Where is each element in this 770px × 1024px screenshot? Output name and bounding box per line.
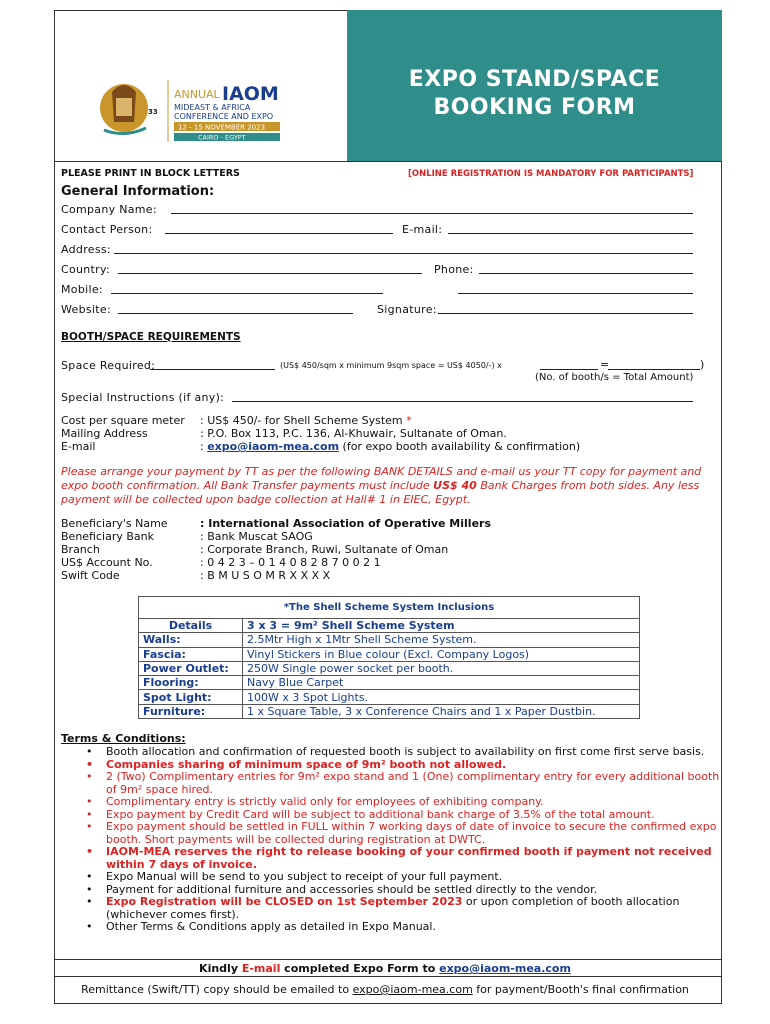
terms-item: • Payment for additional furniture and accessories should be settled directly to the vendor. <box>60 884 720 897</box>
booth-count-field[interactable] <box>540 369 598 370</box>
scheme-item-label: Flooring: <box>139 676 243 690</box>
mobile-field-2[interactable] <box>458 293 693 294</box>
scheme-item-label: Furniture: <box>139 704 243 718</box>
footer-divider <box>54 959 722 960</box>
scheme-item-value: 250W Single power socket per booth. <box>243 661 640 675</box>
terms-item: • Complimentary entry is strictly valid only for employees of exhibiting company. <box>60 796 720 809</box>
payment-note: Please arrange your payment by TT as per the following BANK DETAILS and e-mail us your TT copy for payment and expo booth confirmation. All Bank Transfer payments must include US$ 40 Bank Charges from both sides. Any less payment will be collected upon badge collection at Hall# 1 in EIEC, Egypt. <box>61 465 702 506</box>
scheme-row <box>139 676 640 690</box>
bank-value: : 0 4 2 3 – 0 1 4 0 8 2 8 7 0 0 2 1 <box>200 556 381 569</box>
bank-key: Beneficiary's Name <box>61 517 168 530</box>
cost-value: : US$ 450/- for Shell Scheme System * <box>200 414 412 427</box>
scheme-item-label: Fascia: <box>139 647 243 661</box>
signature-label: Signature: <box>377 303 437 316</box>
space-label: Space Required: <box>61 359 156 372</box>
online-notice: [ONLINE REGISTRATION IS MANDATORY FOR PARTICIPANTS] <box>408 169 694 179</box>
scheme-row <box>139 647 640 661</box>
scheme-item-value: Navy Blue Carpet <box>243 676 640 690</box>
terms-item: • Expo Registration will be CLOSED on 1st September 2023 or upon completion of booth allocation (whichever comes first). <box>60 896 720 921</box>
terms-item: • Companies sharing of minimum space of 9m² booth not allowed. <box>60 759 720 772</box>
scheme-item-value: Vinyl Stickers in Blue colour (Excl. Company Logos) <box>243 647 640 661</box>
bank-value: : International Association of Operative Millers <box>200 517 492 530</box>
logo-city: CAIRO - EGYPT <box>198 133 246 142</box>
shell-scheme-table <box>138 596 640 719</box>
formula-note: (No. of booth/s = Total Amount) <box>535 372 694 383</box>
total-amount-field[interactable] <box>608 369 700 370</box>
company-field[interactable] <box>171 213 693 214</box>
scheme-row <box>139 690 640 704</box>
scheme-item-value: 2.5Mtr High x 1Mtr Shell Scheme System. <box>243 633 640 647</box>
terms-item: • Booth allocation and confirmation of requested booth is subject to availability on first come first serve basis. <box>60 746 720 759</box>
address-field[interactable] <box>114 253 693 254</box>
email-label: E-mail: <box>402 223 443 236</box>
bank-value: : B M U S O M R X X X X <box>200 569 331 582</box>
mobile-field[interactable] <box>111 293 383 294</box>
space-formula: (US$ 450/sqm x minimum 9sqm space = US$ 4050/-) x <box>280 361 502 370</box>
title-line2: BOOKING FORM <box>433 95 636 120</box>
form-title <box>347 10 722 161</box>
terms-item: • Expo Manual will be send to you subject to receipt of your full payment. <box>60 871 720 884</box>
terms-item: • Other Terms & Conditions apply as detailed in Expo Manual. <box>60 921 720 934</box>
bank-value: : Corporate Branch, Ruwi, Sultanate of Oman <box>200 543 449 556</box>
contact-field[interactable] <box>165 233 393 234</box>
mailing-key: Mailing Address <box>61 427 148 440</box>
website-field[interactable] <box>118 313 353 314</box>
terms-item: • Expo payment should be settled in FULL within 7 working days of date of invoice to secure the confirmed expo booth. Short payments will be collected during registration at DWTC. <box>60 821 720 846</box>
bank-key: US$ Account No. <box>61 556 153 569</box>
phone-label: Phone: <box>434 263 474 276</box>
bank-key: Swift Code <box>61 569 120 582</box>
footer-divider-2 <box>54 976 722 977</box>
footer-remittance: Remittance (Swift/TT) copy should be emailed to expo@iaom-mea.com for payment/Booth's final confirmation <box>81 983 689 996</box>
scheme-row <box>139 661 640 675</box>
terms-item: • 2 (Two) Complimentary entries for 9m² expo stand and 1 (One) complimentary entry for every additional booth of 9m² space hired. <box>60 771 720 796</box>
terms-item: • IAOM-MEA reserves the right to release booking of your confirmed booth if payment not received within 7 days of invoice. <box>60 846 720 871</box>
mailing-value: : P.O. Box 113, P.C. 136, Al-Khuwair, Sultanate of Oman. <box>200 427 507 440</box>
signature-field[interactable] <box>438 313 693 314</box>
scheme-item-label: Walls: <box>139 633 243 647</box>
phone-field[interactable] <box>479 273 693 274</box>
country-field[interactable] <box>118 273 422 274</box>
scheme-item-value: 1 x Square Table, 3 x Conference Chairs and 1 x Paper Dustbin. <box>243 704 640 718</box>
email-value: : expo@iaom-mea.com (for expo booth availability & confirmation) <box>200 440 581 453</box>
scheme-item-label: Spot Light: <box>139 690 243 704</box>
terms-heading: Terms & Conditions: <box>61 732 186 745</box>
form-header <box>54 10 722 162</box>
mobile-label: Mobile: <box>61 283 103 296</box>
contact-label: Contact Person: <box>61 223 153 236</box>
email-key: E-mail <box>61 440 96 453</box>
terms-list <box>60 746 720 934</box>
logo-line1: MIDEAST & AFRICA <box>174 103 251 112</box>
footer-email-link[interactable]: expo@iaom-mea.com <box>439 962 571 975</box>
logo-dates: 12 - 15 NOVEMBER 2023 <box>178 123 266 132</box>
scheme-item-label: Power Outlet: <box>139 661 243 675</box>
print-notice: PLEASE PRINT IN BLOCK LETTERS <box>61 168 240 179</box>
email-field[interactable] <box>448 233 693 234</box>
remit-email-link[interactable]: expo@iaom-mea.com <box>352 983 473 996</box>
special-field[interactable] <box>232 401 693 402</box>
scheme-row <box>139 633 640 647</box>
country-label: Country: <box>61 263 111 276</box>
bank-key: Beneficiary Bank <box>61 530 154 543</box>
scheme-col1: Details <box>139 619 243 633</box>
space-field[interactable] <box>150 369 275 370</box>
terms-item: • Expo payment by Credit Card will be subject to additional bank charge of 3.5% of the total amount. <box>60 809 720 822</box>
equals-sign: = <box>600 358 610 371</box>
footer-kindly: Kindly E-mail completed Expo Form to expo@iaom-mea.com <box>199 962 571 975</box>
scheme-row <box>139 704 640 718</box>
expo-email-link[interactable]: expo@iaom-mea.com <box>207 440 340 453</box>
company-label: Company Name: <box>61 203 157 216</box>
title-line1: EXPO STAND/SPACE <box>408 67 661 92</box>
scheme-item-value: 100W x 3 Spot Lights. <box>243 690 640 704</box>
booth-heading: BOOTH/SPACE REQUIREMENTS <box>61 331 241 343</box>
address-label: Address: <box>61 243 111 256</box>
logo-annual: ANNUAL <box>174 88 220 101</box>
special-label: Special Instructions (if any): <box>61 391 225 404</box>
cost-asterisk: * <box>406 414 412 427</box>
website-label: Website: <box>61 303 111 316</box>
scheme-col2: 3 x 3 = 9m² Shell Scheme System <box>243 619 640 633</box>
logo-line2: CONFERENCE AND EXPO <box>174 112 274 121</box>
close-paren: ) <box>700 358 705 371</box>
logo-org: IAOM <box>222 83 279 105</box>
bank-value: : Bank Muscat SAOG <box>200 530 313 543</box>
logo-number: 33 <box>148 108 158 116</box>
iaom-logo <box>94 72 344 154</box>
scheme-title: *The Shell Scheme System Inclusions <box>139 597 640 619</box>
cost-key: Cost per square meter <box>61 414 185 427</box>
bank-key: Branch <box>61 543 100 556</box>
general-heading: General Information: <box>61 184 215 199</box>
